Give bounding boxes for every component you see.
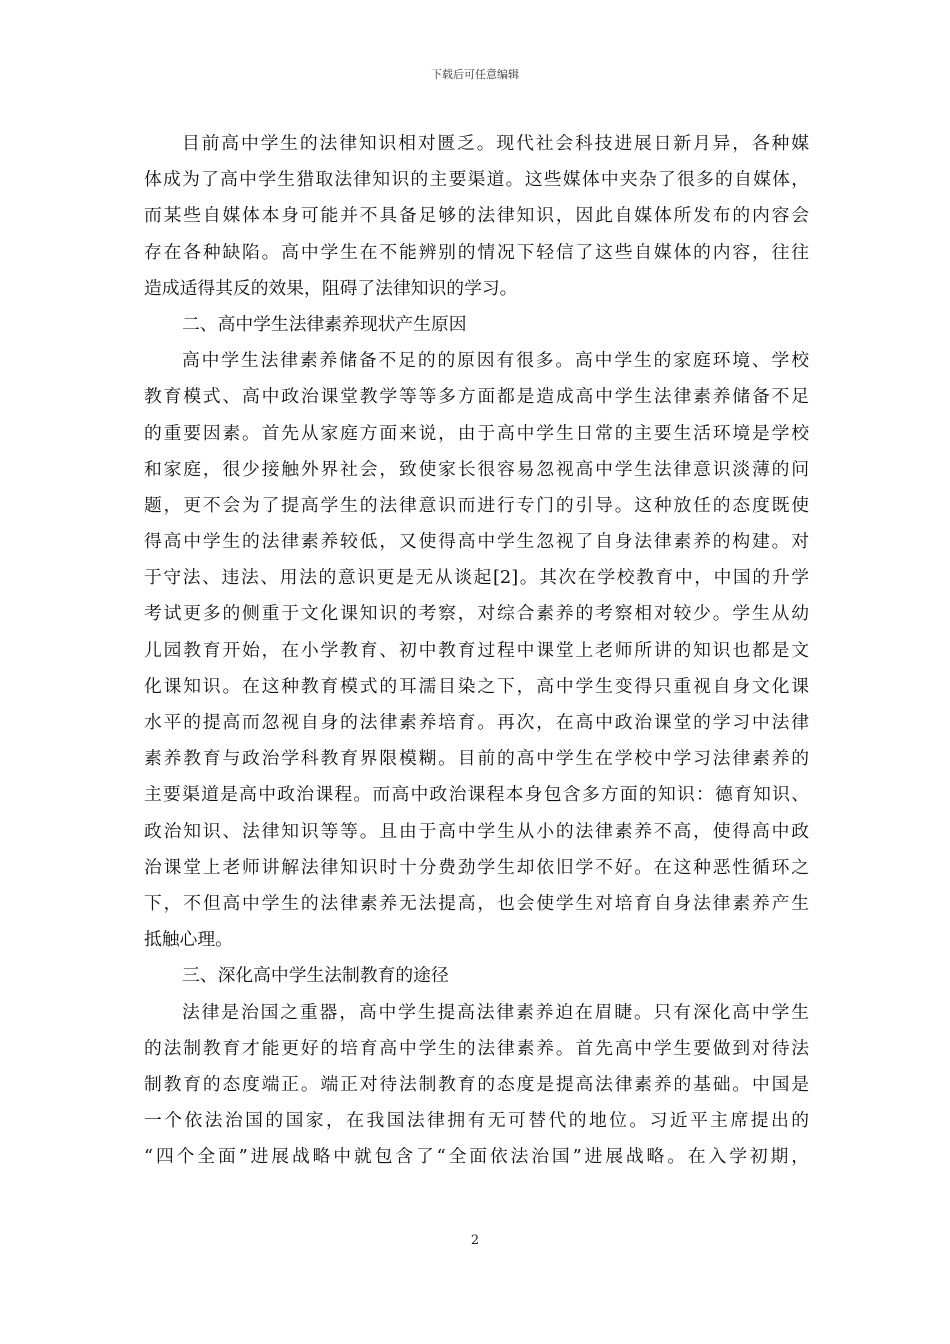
text-line: 主要渠道是高中政治课程。而高中政治课程本身包含多方面的知识：德育知识、 [144, 784, 809, 806]
text-line: 目前高中学生的法律知识相对匮乏。现代社会科技进展日新月异，各种媒 [182, 133, 809, 154]
text-line: 一个依法治国的国家，在我国法律拥有无可替代的地位。习近平主席提出的 [144, 1110, 809, 1132]
text-line: 存在各种缺陷。高中学生在不能辨别的情况下轻信了这些自媒体的内容，往往 [144, 241, 809, 263]
text-line: 儿园教育开始，在小学教育、初中教育过程中课堂上老师所讲的知识也都是文 [144, 639, 809, 661]
text-line: 而某些自媒体本身可能并不具备足够的法律知识，因此自媒体所发布的内容会 [144, 205, 809, 227]
text-line: 和家庭，很少接触外界社会，致使家长很容易忽视高中学生法律意识淡薄的问 [144, 458, 809, 480]
text-line: 体成为了高中学生猎取法律知识的主要渠道。这些媒体中夹杂了很多的自媒体， [144, 169, 809, 191]
text-line: 高中学生法律素养储备不足的的原因有很多。高中学生的家庭环境、学校 [182, 350, 809, 372]
section-heading [144, 307, 809, 343]
text-line: 化课知识。在这种教育模式的耳濡目染之下，高中学生变得只重视自身文化课 [144, 675, 809, 697]
text-line: 法律是治国之重器，高中学生提高法律素养迫在眉睫。只有深化高中学生 [182, 1001, 809, 1023]
text-line: 得高中学生的法律素养较低，又使得高中学生忽视了自身法律素养的构建。对 [144, 531, 809, 553]
text-line: 造成适得其反的效果，阻碍了法律知识的学习。 [144, 277, 518, 299]
text-line: 的重要因素。首先从家庭方面来说，由于高中学生日常的主要生活环境是学校 [144, 422, 809, 444]
section-heading [144, 958, 809, 994]
text-line: 二、高中学生法律素养现状产生原因 [182, 313, 467, 335]
text-line: 题，更不会为了提高学生的法律意识而进行专门的引导。这种放任的态度既使 [144, 494, 809, 516]
paragraph [144, 995, 809, 1176]
text-line: 的法制教育才能更好的培育高中学生的法律素养。首先高中学生要做到对待法 [144, 1037, 809, 1059]
text-line: 于守法、违法、用法的意识更是无从谈起[2]。其次在学校教育中，中国的升学 [144, 567, 809, 589]
text-line: 下，不但高中学生的法律素养无法提高，也会使学生对培育自身法律素养产生 [144, 892, 809, 914]
text-line: 抵触心理。 [144, 929, 233, 951]
document-body [144, 126, 809, 1175]
paragraph [144, 343, 809, 958]
paragraph [144, 126, 809, 307]
page-number: 2 [470, 1233, 480, 1248]
text-line: “四个全面”进展战略中就包含了“全面依法治国”进展战略。在入学初期， [144, 1146, 809, 1168]
text-line: 制教育的态度端正。端正对待法制教育的态度是提高法律素养的基础。中国是 [144, 1073, 809, 1095]
text-line: 素养教育与政治学科教育界限模糊。目前的高中学生在学校中学习法律素养的 [144, 748, 809, 770]
text-line: 水平的提高而忽视自身的法律素养培育。再次，在高中政治课堂的学习中法律 [144, 712, 809, 733]
text-line: 治课堂上老师讲解法律知识时十分费劲学生却依旧学不好。在这种恶性循环之 [144, 856, 809, 878]
page-header: 下载后可任意编辑 [431, 68, 519, 81]
text-line: 教育模式、高中政治课堂教学等等多方面都是造成高中学生法律素养储备不足 [144, 386, 809, 408]
text-line: 三、深化高中学生法制教育的途径 [182, 965, 449, 987]
text-line: 考试更多的侧重于文化课知识的考察，对综合素养的考察相对较少。学生从幼 [144, 603, 809, 625]
text-line: 政治知识、法律知识等等。且由于高中学生从小的法律素养不高，使得高中政 [144, 820, 809, 842]
